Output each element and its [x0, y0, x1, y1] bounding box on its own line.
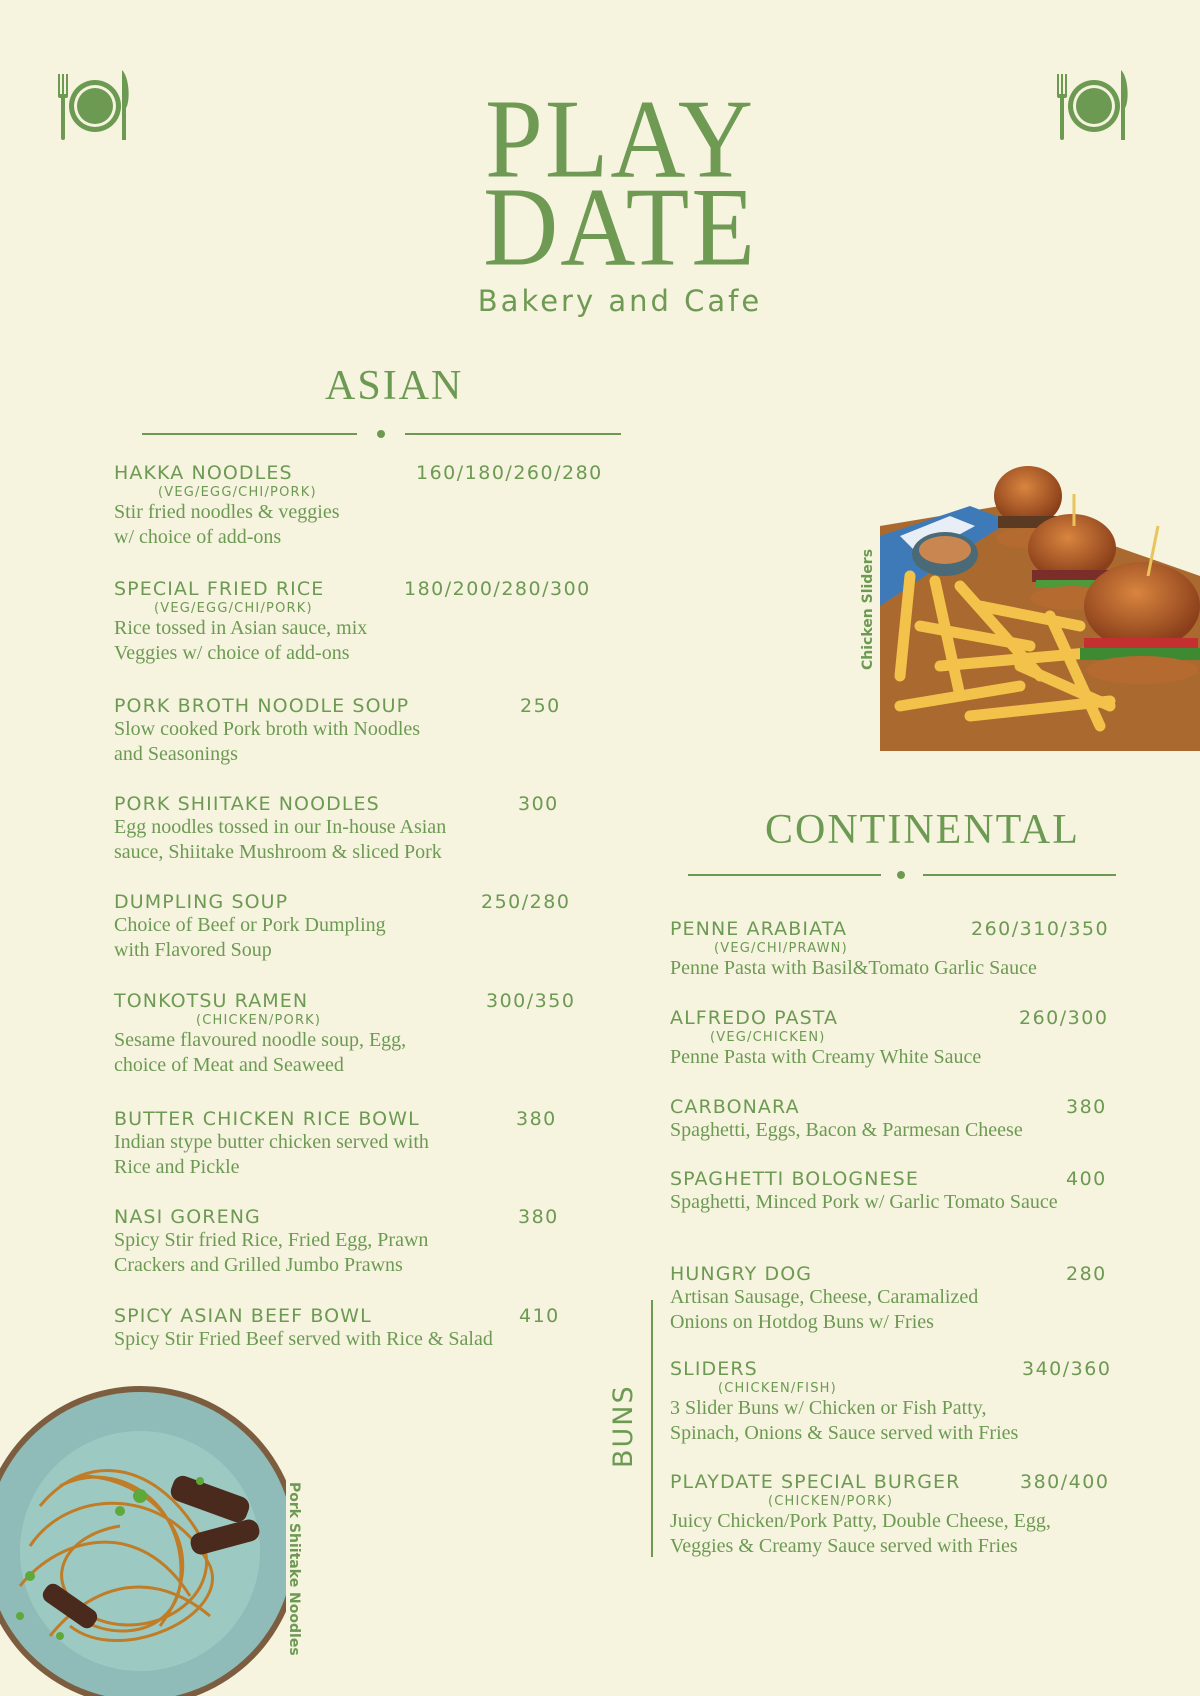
item-price: 280 — [1066, 1263, 1107, 1285]
noodles-caption: Pork Shiitake Noodles — [286, 1482, 302, 1656]
item-desc: Veggies w/ choice of add-ons — [114, 642, 350, 664]
item-desc: 3 Slider Buns w/ Chicken or Fish Patty, — [670, 1397, 987, 1419]
menu-item-playdate-special-burger — [670, 1471, 1110, 1559]
item-price: 300 — [518, 793, 559, 815]
item-name: HAKKA NOODLES — [114, 462, 293, 484]
item-name: SPICY ASIAN BEEF BOWL — [114, 1305, 372, 1327]
item-name: TONKOTSU RAMEN — [114, 990, 309, 1012]
menu-item-hungry-dog — [670, 1263, 1107, 1335]
menu-item-hakka-noodles — [114, 462, 603, 550]
buns-label: BUNS — [608, 1384, 639, 1468]
plate-cutlery-icon — [56, 68, 134, 144]
item-desc: Spicy Stir Fried Beef served with Rice & Salad — [114, 1328, 493, 1350]
item-name: HUNGRY DOG — [670, 1263, 813, 1285]
item-price: 380 — [518, 1206, 559, 1228]
item-desc: w/ choice of add-ons — [114, 526, 282, 548]
item-desc: Spicy Stir fried Rice, Fried Egg, Prawn — [114, 1229, 429, 1251]
item-desc: Rice and Pickle — [114, 1156, 240, 1178]
brand-line-1: PLAY — [484, 77, 756, 202]
menu-item-butter-chicken-rice-bowl — [114, 1108, 557, 1180]
divider — [405, 433, 621, 435]
item-price: 300/350 — [486, 990, 576, 1012]
item-desc: Slow cooked Pork broth with Noodles — [114, 718, 421, 740]
item-name: PLAYDATE SPECIAL BURGER — [670, 1471, 961, 1493]
item-price: 410 — [519, 1305, 560, 1327]
menu-item-spaghetti-bolognese — [670, 1168, 1107, 1215]
menu-item-special-fried-rice — [114, 578, 591, 666]
item-desc: Indian stype butter chicken served with — [114, 1131, 429, 1153]
item-name: DUMPLING SOUP — [114, 891, 289, 913]
item-price: 380/400 — [1020, 1471, 1110, 1493]
brand-line-2: DATE — [483, 165, 757, 290]
item-name: ALFREDO PASTA — [670, 1007, 839, 1029]
item-desc: Juicy Chicken/Pork Patty, Double Cheese, Egg, — [670, 1510, 1051, 1532]
item-price: 340/360 — [1022, 1358, 1112, 1380]
item-price: 160/180/260/280 — [416, 462, 603, 484]
menu-item-pork-shiitake-noodles — [114, 793, 559, 865]
item-price: 250 — [520, 695, 561, 717]
item-desc: Onions on Hotdog Buns w/ Fries — [670, 1311, 934, 1333]
menu-item-spicy-asian-beef-bowl — [114, 1305, 560, 1352]
item-variant: (VEG/EGG/CHI/PORK) — [154, 601, 313, 616]
item-desc: with Flavored Soup — [114, 939, 272, 961]
divider — [142, 433, 357, 435]
item-name: BUTTER CHICKEN RICE BOWL — [114, 1108, 420, 1130]
item-name: CARBONARA — [670, 1096, 800, 1118]
divider — [923, 874, 1116, 876]
menu-item-carbonara — [670, 1096, 1107, 1143]
menu-item-nasi-goreng — [114, 1206, 559, 1278]
item-desc: Sesame flavoured noodle soup, Egg, — [114, 1029, 407, 1051]
item-name: SPECIAL FRIED RICE — [114, 578, 325, 600]
item-price: 260/300 — [1019, 1007, 1109, 1029]
item-variant: (CHICKEN/PORK) — [196, 1013, 322, 1028]
item-name: SLIDERS — [670, 1358, 758, 1380]
item-variant: (VEG/CHI/PRAWN) — [714, 941, 848, 956]
item-desc: sauce, Shiitake Mushroom & sliced Pork — [114, 841, 442, 863]
item-name: PENNE ARABIATA — [670, 918, 848, 940]
item-name: PORK SHIITAKE NOODLES — [114, 793, 380, 815]
sliders-caption: Chicken Sliders — [860, 548, 876, 670]
item-name: NASI GORENG — [114, 1206, 261, 1228]
item-desc: Artisan Sausage, Cheese, Caramalized — [670, 1286, 979, 1308]
item-name: PORK BROTH NOODLE SOUP — [114, 695, 410, 717]
item-variant: (VEG/EGG/CHI/PORK) — [158, 485, 317, 500]
item-desc: Crackers and Grilled Jumbo Prawns — [114, 1254, 403, 1276]
item-desc: Stir fried noodles & veggies — [114, 501, 340, 523]
item-desc: Rice tossed in Asian sauce, mix — [114, 617, 368, 639]
menu-item-dumpling-soup — [114, 891, 571, 963]
item-variant: (CHICKEN/FISH) — [718, 1381, 837, 1396]
divider-dot — [897, 871, 905, 879]
plate-cutlery-icon — [1055, 68, 1133, 144]
item-desc: Spaghetti, Eggs, Bacon & Parmesan Cheese — [670, 1119, 1023, 1141]
item-variant: (VEG/CHICKEN) — [710, 1030, 826, 1045]
item-desc: Spinach, Onions & Sauce served with Fries — [670, 1422, 1019, 1444]
item-price: 260/310/350 — [971, 918, 1110, 940]
item-desc: and Seasonings — [114, 743, 238, 765]
item-desc: Egg noodles tossed in our In-house Asian — [114, 816, 447, 838]
menu-item-penne-arabiata — [670, 918, 1110, 981]
divider — [688, 874, 881, 876]
menu-item-pork-broth-noodle-soup — [114, 695, 561, 767]
item-price: 380 — [516, 1108, 557, 1130]
menu-item-sliders — [670, 1358, 1112, 1446]
item-price: 250/280 — [481, 891, 571, 913]
buns-divider — [651, 1300, 653, 1557]
menu-item-alfredo-pasta — [670, 1007, 1109, 1070]
chicken-sliders-photo — [880, 466, 1200, 751]
item-desc: Penne Pasta with Basil&Tomato Garlic Sauce — [670, 957, 1037, 979]
item-price: 400 — [1066, 1168, 1107, 1190]
item-desc: Veggies & Creamy Sauce served with Fries — [670, 1535, 1018, 1557]
divider-dot — [377, 430, 385, 438]
brand-subtitle: Bakery and Cafe — [477, 284, 763, 318]
item-desc: Penne Pasta with Creamy White Sauce — [670, 1046, 982, 1068]
item-variant: (CHICKEN/PORK) — [768, 1494, 894, 1509]
item-desc: Spaghetti, Minced Pork w/ Garlic Tomato Sauce — [670, 1191, 1058, 1213]
pork-shiitake-noodles-photo — [0, 1386, 286, 1696]
menu-item-tonkotsu-ramen — [114, 990, 576, 1078]
item-price: 380 — [1066, 1096, 1107, 1118]
continental-title: CONTINENTAL — [765, 807, 1080, 853]
item-name: SPAGHETTI BOLOGNESE — [670, 1168, 919, 1190]
item-desc: Choice of Beef or Pork Dumpling — [114, 914, 386, 936]
item-price: 180/200/280/300 — [404, 578, 591, 600]
item-desc: choice of Meat and Seaweed — [114, 1054, 344, 1076]
asian-title: ASIAN — [325, 363, 464, 409]
